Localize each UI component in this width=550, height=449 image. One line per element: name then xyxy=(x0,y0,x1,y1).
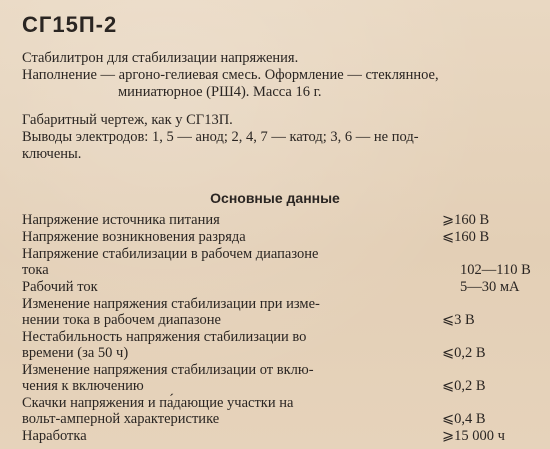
spec-row xyxy=(22,245,542,278)
spec-value: ⩽160 В xyxy=(442,229,490,245)
spec-row xyxy=(22,228,542,245)
spec-label-line: Напряжение стабилизации в рабочем диапазоне xyxy=(22,246,319,262)
spec-label-line: Изменение напряжения стабилизации от вклю- xyxy=(22,362,314,378)
details-line: Выводы электродов: 1, 5 — анод; 2, 4, 7 — катод; 3, 6 — не под- xyxy=(22,129,419,145)
spec-label: Напряжение источника питания xyxy=(22,212,220,228)
details-paragraph xyxy=(22,112,532,163)
spec-label: Напряжение возникновения разряда xyxy=(22,229,246,245)
spec-label xyxy=(22,395,402,427)
spec-row xyxy=(22,211,542,228)
spec-label xyxy=(22,246,402,278)
spec-label: Наработка xyxy=(22,428,87,444)
spec-label-line: Скачки напряжения и па́дающие участки на xyxy=(22,395,294,411)
section-title: Основные данные xyxy=(210,190,340,206)
spec-value: ⩽0,4 В xyxy=(442,411,486,427)
spec-value: ⩾15 000 ч xyxy=(442,428,505,444)
specs-table xyxy=(22,211,542,444)
spec-value: ⩽3 В xyxy=(442,312,475,328)
spec-label xyxy=(22,329,402,361)
details-line: Габаритный чертеж, как у СГ13П. xyxy=(22,112,233,128)
intro-line: Стабилитрон для стабилизации напряжения. xyxy=(22,50,299,66)
page-title: СГ15П-2 xyxy=(22,12,118,37)
spec-label-line: времени (за 50 ч) xyxy=(22,345,129,361)
spec-row xyxy=(22,278,542,295)
spec-row xyxy=(22,427,542,444)
spec-label-line: Изменение напряжения стабилизации при изме- xyxy=(22,296,320,312)
spec-value: 5—30 мА xyxy=(460,279,520,295)
spec-label xyxy=(22,296,402,328)
spec-row xyxy=(22,394,542,427)
spec-label-line: вольт-амперной характеристике xyxy=(22,411,220,427)
spec-value: 102—110 В xyxy=(460,262,531,278)
spec-label-line: Нестабильность напряжения стабилизации во xyxy=(22,329,307,345)
spec-value: ⩾160 В xyxy=(442,212,490,228)
spec-row xyxy=(22,361,542,394)
spec-label-line: нении тока в рабочем диапазоне xyxy=(22,312,221,328)
spec-value: ⩽0,2 В xyxy=(442,378,486,394)
intro-line: Наполнение — аргоно-гелиевая смесь. Оформление — стеклянное, xyxy=(22,67,439,83)
spec-value: ⩽0,2 В xyxy=(442,345,486,361)
spec-label-line: тока xyxy=(22,262,49,278)
spec-label xyxy=(22,362,402,394)
spec-label: Рабочий ток xyxy=(22,279,98,295)
intro-paragraph xyxy=(22,50,532,101)
details-line: ключены. xyxy=(22,146,82,162)
spec-label-line: чения к включению xyxy=(22,378,144,394)
spec-row xyxy=(22,328,542,361)
intro-line: миниатюрное (РШ4). Масса 16 г. xyxy=(118,84,322,100)
spec-row xyxy=(22,295,542,328)
